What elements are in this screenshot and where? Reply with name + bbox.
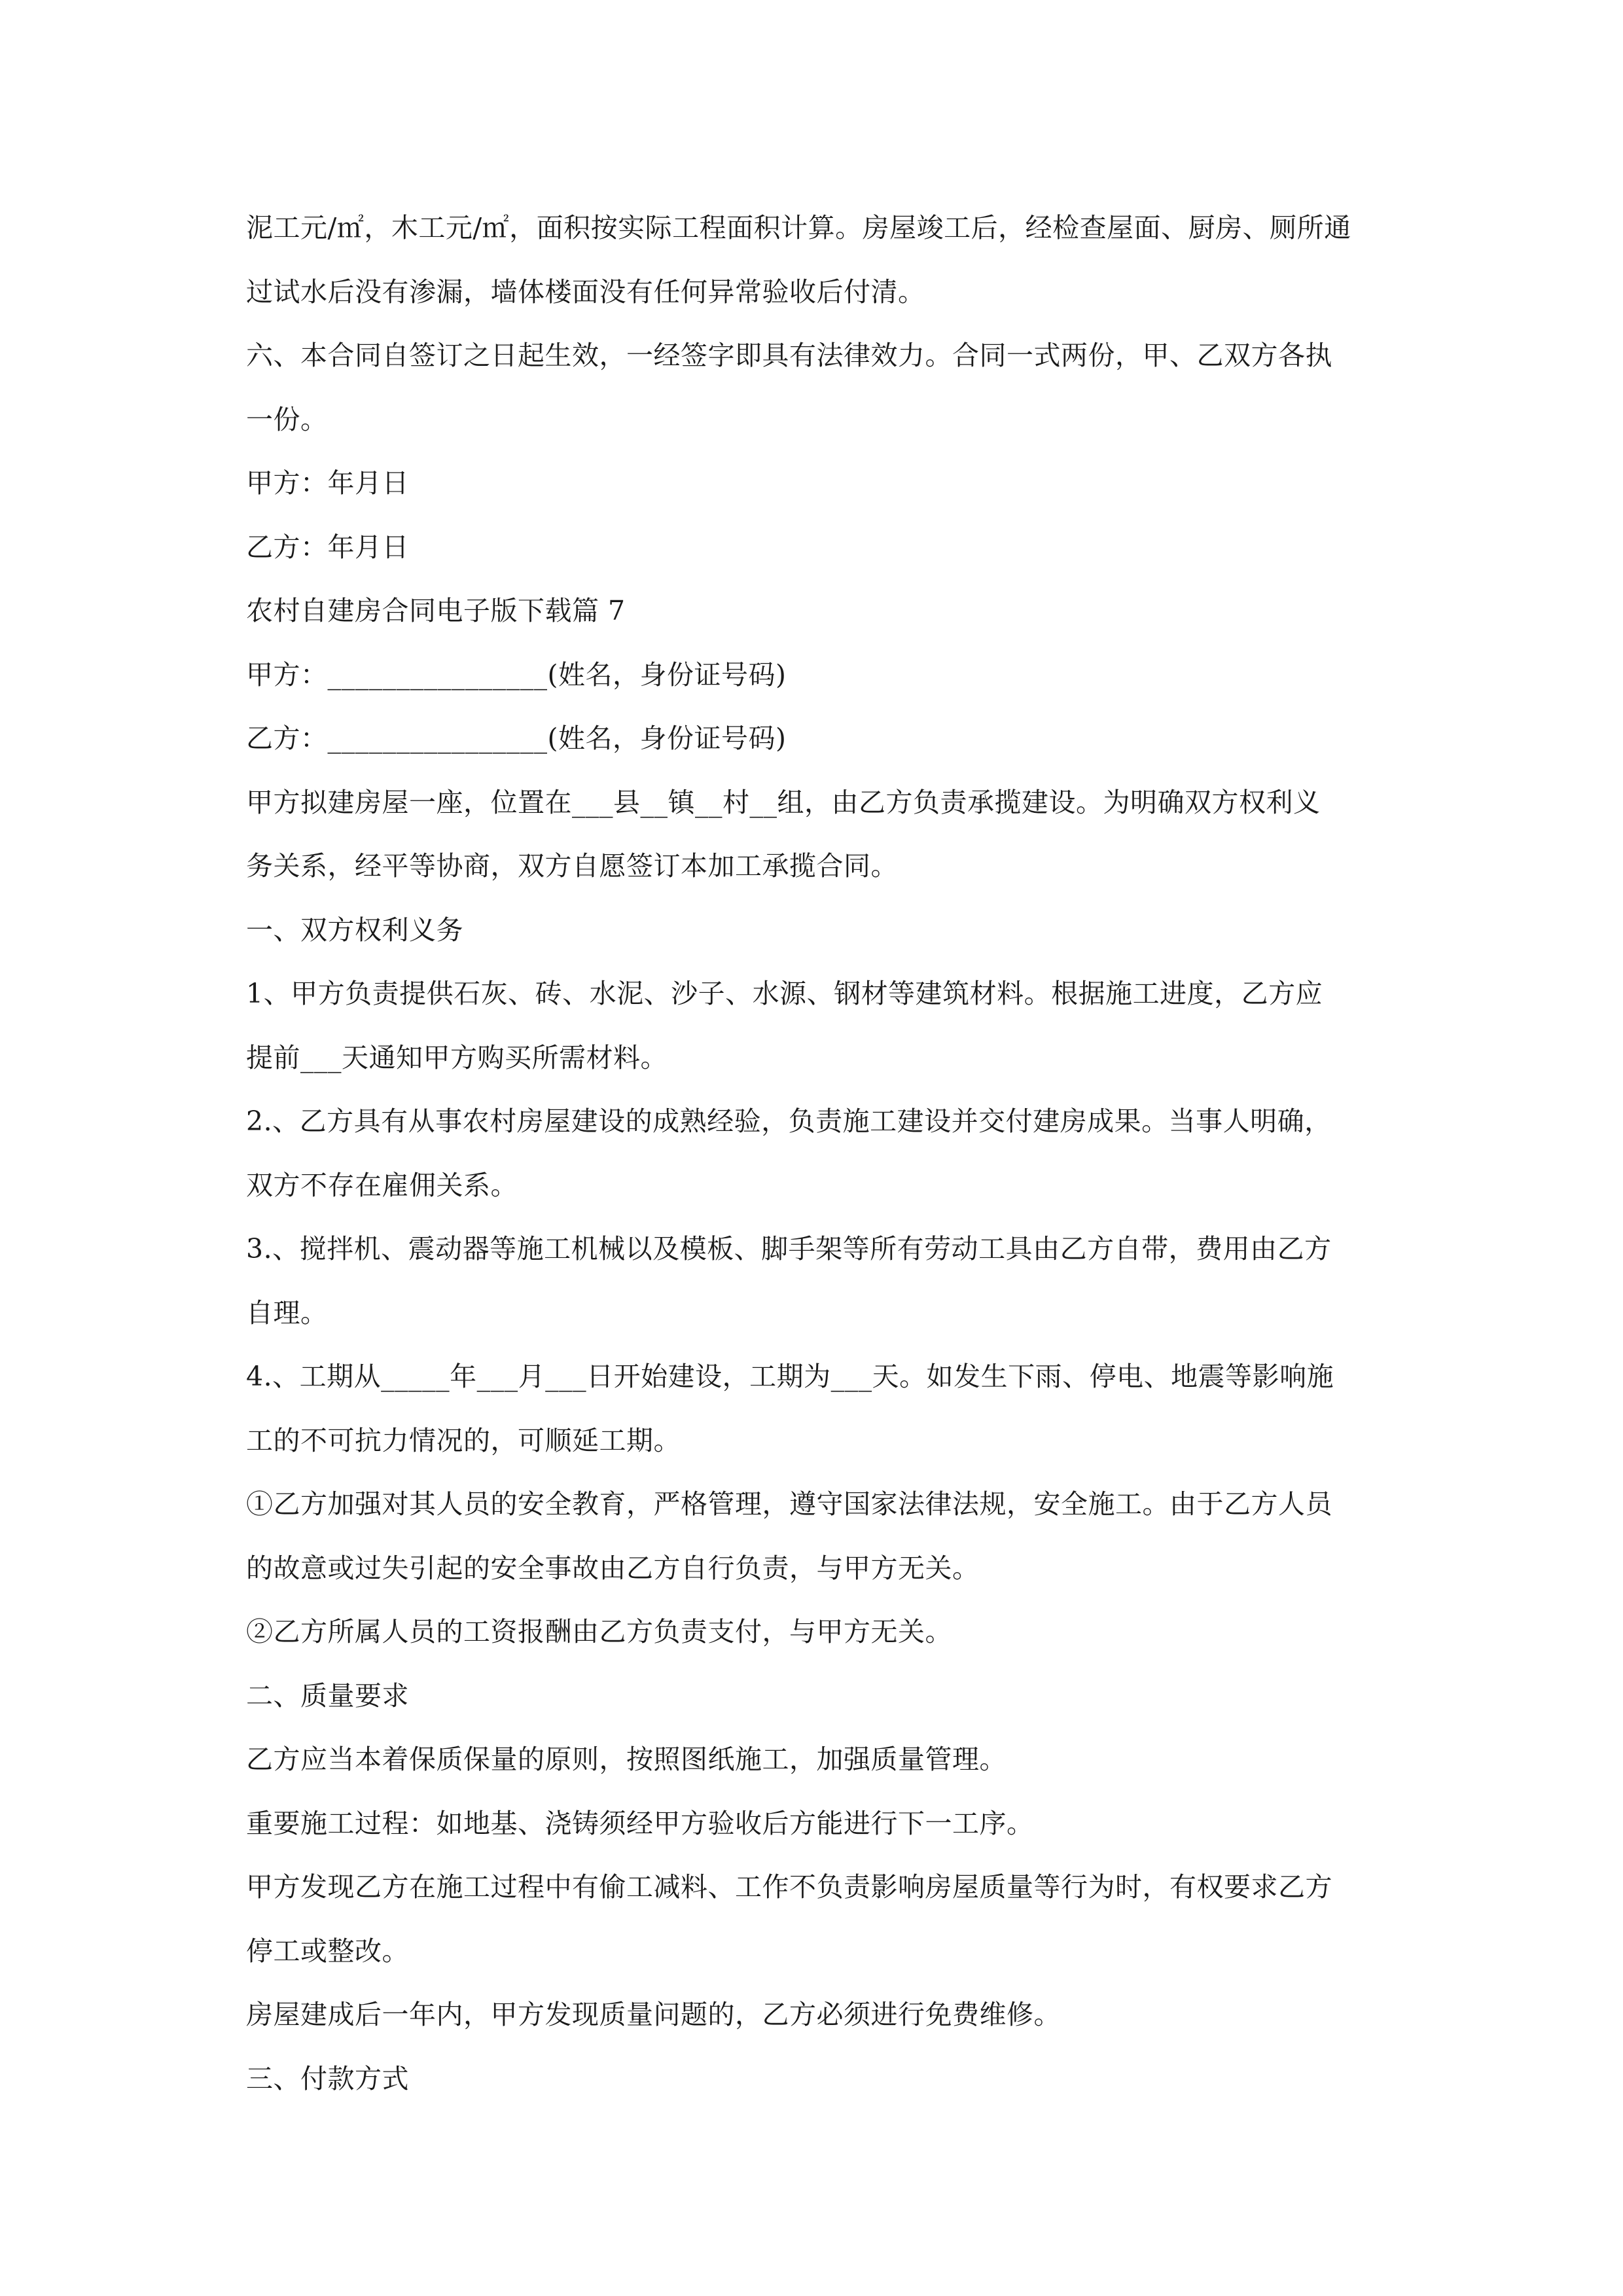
text-line-20: 工的不可抗力情况的，可顺延工期。 [246, 1424, 681, 1456]
text-line-29: 房屋建成后一年内，甲方发现质量问题的，乙方必须进行免费维修。 [246, 1999, 1061, 2030]
text-line-24: 二、质量要求 [246, 1679, 409, 1712]
text-line-1: 泥工元/㎡，木工元/㎡，面积按实际工程面积计算。房屋竣工后，经检查屋面、厨房、厕所通 [246, 212, 1351, 243]
text-line-14: 提前___天通知甲方购买所需材料。 [246, 1041, 668, 1073]
text-line-26: 重要施工过程：如地基、浇铸须经甲方验收后方能进行下一工序。 [246, 1807, 1034, 1839]
text-line-19: 4.、工期从_____年___月___日开始建设，工期为___天。如发生下雨、停电、地震等影响施 [246, 1361, 1334, 1392]
text-line-10: 甲方拟建房屋一座，位置在___县__镇__村__组，由乙方负责承揽建设。为明确双方权利义 [246, 786, 1321, 818]
text-line-17: 3.、搅拌机、震动器等施工机械以及模板、脚手架等所有劳动工具由乙方自带，费用由乙方 [246, 1233, 1332, 1265]
text-line-18: 自理。 [246, 1297, 328, 1329]
text-line-23: ②乙方所属人员的工资报酬由乙方负责支付，与甲方无关。 [246, 1616, 952, 1647]
text-line-21: ①乙方加强对其人员的安全教育，严格管理，遵守国家法律法规，安全施工。由于乙方人员 [246, 1488, 1332, 1520]
text-line-2: 过试水后没有渗漏，墙体楼面没有任何异常验收后付清。 [246, 276, 925, 308]
document-body [246, 196, 1385, 2111]
text-line-16: 双方不存在雇佣关系。 [246, 1169, 518, 1201]
text-line-22: 的故意或过失引起的安全事故由乙方自行负责，与甲方无关。 [246, 1552, 980, 1584]
section-heading: 农村自建房合同电子版下载篇 7 [246, 595, 626, 626]
text-line-11: 务关系，经平等协商，双方自愿签订本加工承揽合同。 [246, 850, 898, 882]
text-line-5: 甲方：年月日 [246, 467, 409, 499]
text-line-9: 乙方：________________(姓名，身份证号码) [246, 723, 787, 754]
text-line-8: 甲方：________________(姓名，身份证号码) [246, 658, 787, 691]
text-line-12: 一、双方权利义务 [246, 914, 463, 946]
text-line-6: 乙方：年月日 [246, 531, 409, 563]
text-line-3: 六、本合同自签订之日起生效，一经签字即具有法律效力。合同一式两份，甲、乙双方各执 [246, 340, 1332, 371]
text-line-30: 三、付款方式 [246, 2062, 409, 2094]
text-line-28: 停工或整改。 [246, 1935, 409, 1967]
text-line-13: 1、甲方负责提供石灰、砖、水泥、沙子、水源、钢材等建筑材料。根据施工进度，乙方应 [246, 978, 1323, 1009]
text-line-25: 乙方应当本着保质保量的原则，按照图纸施工，加强质量管理。 [246, 1744, 1007, 1775]
text-line-4: 一份。 [246, 403, 328, 435]
text-line-27: 甲方发现乙方在施工过程中有偷工减料、工作不负责影响房屋质量等行为时，有权要求乙方 [246, 1871, 1332, 1903]
text-line-15: 2.、乙方具有从事农村房屋建设的成熟经验，负责施工建设并交付建房成果。当事人明确， [246, 1105, 1332, 1137]
